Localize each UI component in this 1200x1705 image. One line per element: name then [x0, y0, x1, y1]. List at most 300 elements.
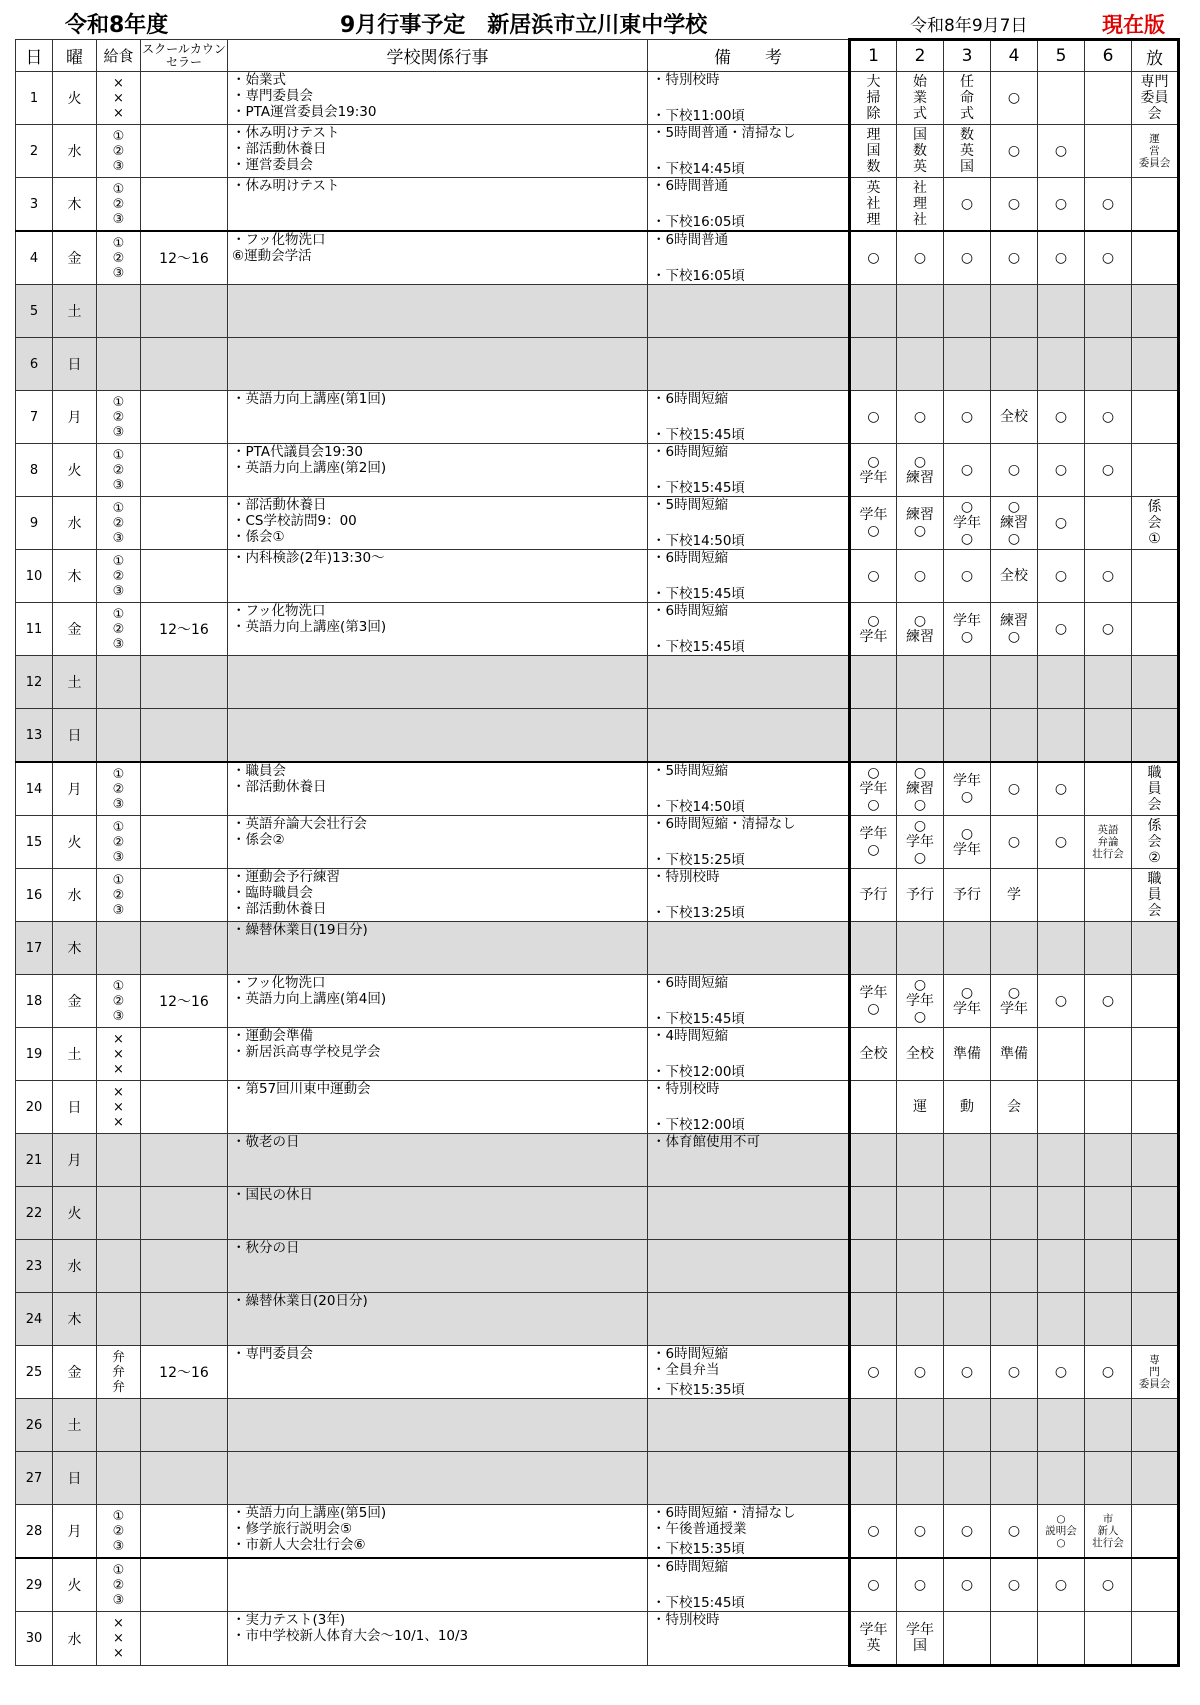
class-6-cell: ○ [1085, 231, 1132, 285]
day-cell: 29 [16, 1558, 53, 1612]
class-3-cell: 任 命 式 [944, 72, 991, 125]
class-6-cell [1085, 1081, 1132, 1134]
table-row [16, 1134, 1179, 1187]
class-2-cell [897, 709, 944, 763]
day-cell: 19 [16, 1028, 53, 1081]
class-5-cell: ○ 説明会 ○ [1038, 1505, 1085, 1559]
after-school-cell [1132, 1612, 1179, 1666]
class-2-cell: 社 理 社 [897, 178, 944, 232]
counselor-cell [141, 762, 228, 816]
lunch-cell: ① ② ③ [97, 975, 141, 1028]
dismissal-time: ・下校15:45頃 [652, 1595, 745, 1611]
class-1-cell [850, 1240, 897, 1293]
class-6-cell: 市 新人 壮行会 [1085, 1505, 1132, 1559]
weekday-cell: 火 [53, 1558, 97, 1612]
events-cell: ・フッ化物洗口 ・英語力向上講座(第4回) [228, 975, 648, 1028]
page-header [30, 8, 1195, 38]
events-cell: ・休み明けテスト ・部活動休養日 ・運営委員会 [228, 125, 648, 178]
class-1-cell: 大 掃 除 [850, 72, 897, 125]
class-3-cell: ○ [944, 231, 991, 285]
class-5-cell: ○ [1038, 975, 1085, 1028]
day-cell: 14 [16, 762, 53, 816]
day-cell: 1 [16, 72, 53, 125]
day-cell: 6 [16, 338, 53, 391]
table-row [16, 1399, 1179, 1452]
notes-cell [648, 1346, 850, 1399]
col-lunch: 給食 [97, 40, 141, 72]
class-1-cell [850, 1134, 897, 1187]
counselor-cell [141, 125, 228, 178]
events-cell [228, 285, 648, 338]
col-day: 日 [16, 40, 53, 72]
class-3-cell [944, 285, 991, 338]
table-row [16, 1240, 1179, 1293]
day-cell: 23 [16, 1240, 53, 1293]
table-row [16, 1612, 1179, 1666]
notes-cell [648, 1134, 850, 1187]
class-4-cell: ○ [991, 72, 1038, 125]
notes-text: ・6時間短縮 [652, 975, 729, 991]
after-school-cell [1132, 1505, 1179, 1559]
day-cell: 26 [16, 1399, 53, 1452]
table-row [16, 816, 1179, 869]
after-school-cell [1132, 922, 1179, 975]
class-1-cell: ○ [850, 231, 897, 285]
after-school-cell [1132, 1187, 1179, 1240]
after-school-cell [1132, 1558, 1179, 1612]
notes-cell [648, 1293, 850, 1346]
table-row [16, 1505, 1179, 1559]
class-4-cell [991, 656, 1038, 709]
notes-text: ・特別校時 [652, 1081, 720, 1097]
events-cell: ・フッ化物洗口 ・英語力向上講座(第3回) [228, 603, 648, 656]
class-2-cell: 練習 ○ [897, 497, 944, 550]
lunch-cell [97, 1134, 141, 1187]
col-weekday: 曜 [53, 40, 97, 72]
class-5-cell [1038, 72, 1085, 125]
table-row [16, 497, 1179, 550]
lunch-cell [97, 922, 141, 975]
class-1-cell: 学年 ○ [850, 497, 897, 550]
counselor-cell [141, 1558, 228, 1612]
weekday-cell: 日 [53, 1452, 97, 1505]
class-3-cell: 学年 ○ [944, 603, 991, 656]
class-4-cell: 全校 [991, 391, 1038, 444]
class-6-cell [1085, 869, 1132, 922]
class-4-cell: 全校 [991, 550, 1038, 603]
dismissal-time: ・下校13:25頃 [652, 905, 745, 921]
counselor-cell [141, 1081, 228, 1134]
class-5-cell: ○ [1038, 603, 1085, 656]
day-cell: 20 [16, 1081, 53, 1134]
lunch-cell: × × × [97, 1028, 141, 1081]
class-3-cell: ○ [944, 1346, 991, 1399]
counselor-cell [141, 497, 228, 550]
class-4-cell: ○ 学年 [991, 975, 1038, 1028]
weekday-cell: 金 [53, 603, 97, 656]
class-3-cell [944, 1293, 991, 1346]
dismissal-time: ・下校15:35頃 [652, 1382, 745, 1398]
class-2-cell: ○ 学年 ○ [897, 975, 944, 1028]
class-2-cell: 国 数 英 [897, 125, 944, 178]
class-4-cell: ○ 練習 ○ [991, 497, 1038, 550]
day-cell: 21 [16, 1134, 53, 1187]
col-class-6: 6 [1085, 40, 1132, 72]
day-cell: 13 [16, 709, 53, 763]
weekday-cell: 木 [53, 922, 97, 975]
dismissal-time: ・下校15:35頃 [652, 1541, 745, 1557]
class-2-cell: ○ [897, 1558, 944, 1612]
lunch-cell [97, 338, 141, 391]
revision-date: 令和8年9月7日 [910, 16, 1028, 36]
table-row [16, 338, 1179, 391]
notes-cell [648, 72, 850, 125]
dismissal-time: ・下校16:05頃 [652, 214, 745, 230]
notes-text: ・6時間普通 [652, 232, 729, 248]
events-cell [228, 656, 648, 709]
notes-cell [648, 1028, 850, 1081]
after-school-cell [1132, 975, 1179, 1028]
class-6-cell [1085, 497, 1132, 550]
class-1-cell: ○ [850, 550, 897, 603]
notes-cell [648, 550, 850, 603]
weekday-cell: 土 [53, 656, 97, 709]
class-5-cell: ○ [1038, 550, 1085, 603]
notes-text: ・5時間短縮 [652, 763, 729, 779]
col-notes: 備 考 [648, 40, 850, 72]
day-cell: 25 [16, 1346, 53, 1399]
class-1-cell: ○ [850, 1346, 897, 1399]
lunch-cell: ① ② ③ [97, 550, 141, 603]
class-6-cell [1085, 338, 1132, 391]
counselor-cell [141, 922, 228, 975]
notes-text: ・6時間普通 [652, 178, 729, 194]
class-5-cell [1038, 1081, 1085, 1134]
class-2-cell: ○ 練習 ○ [897, 762, 944, 816]
counselor-cell [141, 444, 228, 497]
class-5-cell [1038, 1399, 1085, 1452]
table-row [16, 1081, 1179, 1134]
class-5-cell [1038, 1187, 1085, 1240]
class-5-cell [1038, 285, 1085, 338]
class-1-cell: ○ [850, 1558, 897, 1612]
class-3-cell [944, 338, 991, 391]
class-4-cell [991, 1187, 1038, 1240]
after-school-cell [1132, 603, 1179, 656]
class-6-cell [1085, 709, 1132, 763]
notes-text: ・6時間短縮・清掃なし [652, 816, 796, 832]
events-cell: ・休み明けテスト [228, 178, 648, 232]
notes-text: ・6時間短縮 ・全員弁当 [652, 1346, 729, 1378]
class-5-cell [1038, 922, 1085, 975]
class-1-cell [850, 656, 897, 709]
after-school-cell [1132, 285, 1179, 338]
dismissal-time: ・下校12:00頃 [652, 1117, 745, 1133]
class-5-cell [1038, 709, 1085, 763]
dismissal-time: ・下校11:00頃 [652, 108, 745, 124]
class-5-cell: ○ [1038, 762, 1085, 816]
class-4-cell: 準備 [991, 1028, 1038, 1081]
schedule-table [15, 38, 1180, 1667]
lunch-cell [97, 709, 141, 763]
notes-text: ・6時間短縮 [652, 391, 729, 407]
header-row [16, 40, 1179, 72]
weekday-cell: 火 [53, 816, 97, 869]
events-cell: ・敬老の日 [228, 1134, 648, 1187]
class-4-cell [991, 709, 1038, 763]
class-5-cell: ○ [1038, 1558, 1085, 1612]
col-after-school: 放 [1132, 40, 1179, 72]
after-school-cell: 運 営 委員会 [1132, 125, 1179, 178]
notes-cell [648, 869, 850, 922]
counselor-cell [141, 72, 228, 125]
table-row [16, 231, 1179, 285]
events-cell: ・専門委員会 [228, 1346, 648, 1399]
weekday-cell: 木 [53, 550, 97, 603]
class-2-cell: 運 [897, 1081, 944, 1134]
class-3-cell: 予行 [944, 869, 991, 922]
col-events: 学校関係行事 [228, 40, 648, 72]
class-2-cell [897, 1452, 944, 1505]
counselor-cell [141, 656, 228, 709]
events-cell [228, 1452, 648, 1505]
weekday-cell: 木 [53, 1293, 97, 1346]
class-4-cell [991, 338, 1038, 391]
class-2-cell: ○ [897, 550, 944, 603]
day-cell: 3 [16, 178, 53, 232]
lunch-cell: × × × [97, 1081, 141, 1134]
weekday-cell: 火 [53, 1187, 97, 1240]
events-cell: ・英語力向上講座(第5回) ・修学旅行説明会⑤ ・市新人大会壮行会⑥ [228, 1505, 648, 1559]
events-cell: ・実力テスト(3年) ・市中学校新人体育大会～10/1、10/3 [228, 1612, 648, 1666]
class-5-cell: ○ [1038, 125, 1085, 178]
class-4-cell: ○ [991, 178, 1038, 232]
weekday-cell: 水 [53, 125, 97, 178]
class-3-cell: ○ [944, 444, 991, 497]
day-cell: 2 [16, 125, 53, 178]
notes-cell [648, 338, 850, 391]
class-1-cell: ○ 学年 [850, 603, 897, 656]
after-school-cell [1132, 338, 1179, 391]
dismissal-time: ・下校16:05頃 [652, 268, 745, 284]
class-5-cell: ○ [1038, 444, 1085, 497]
lunch-cell: ① ② ③ [97, 497, 141, 550]
counselor-cell [141, 1134, 228, 1187]
class-5-cell [1038, 1452, 1085, 1505]
lunch-cell: ① ② ③ [97, 869, 141, 922]
class-1-cell: 英 社 理 [850, 178, 897, 232]
after-school-cell [1132, 1293, 1179, 1346]
weekday-cell: 金 [53, 1346, 97, 1399]
class-2-cell: ○ [897, 1346, 944, 1399]
notes-text: ・4時間短縮 [652, 1028, 729, 1044]
events-cell: ・運動会準備 ・新居浜高専学校見学会 [228, 1028, 648, 1081]
lunch-cell: ① ② ③ [97, 1505, 141, 1559]
lunch-cell [97, 1187, 141, 1240]
table-row [16, 656, 1179, 709]
day-cell: 12 [16, 656, 53, 709]
class-6-cell: ○ [1085, 178, 1132, 232]
class-6-cell: ○ [1085, 603, 1132, 656]
class-1-cell [850, 1452, 897, 1505]
class-5-cell [1038, 1134, 1085, 1187]
class-3-cell: ○ [944, 391, 991, 444]
dismissal-time: ・下校15:45頃 [652, 427, 745, 443]
notes-cell [648, 656, 850, 709]
table-row [16, 869, 1179, 922]
class-1-cell [850, 1081, 897, 1134]
class-1-cell: 学年 英 [850, 1612, 897, 1666]
class-3-cell: ○ 学年 [944, 816, 991, 869]
weekday-cell: 水 [53, 497, 97, 550]
notes-cell [648, 709, 850, 763]
class-5-cell: ○ [1038, 178, 1085, 232]
table-row [16, 1293, 1179, 1346]
col-class-1: 1 [850, 40, 897, 72]
notes-text: ・6時間短縮 [652, 603, 729, 619]
class-4-cell: ○ [991, 125, 1038, 178]
col-class-5: 5 [1038, 40, 1085, 72]
counselor-cell: 12～16 [141, 603, 228, 656]
dismissal-time: ・下校15:45頃 [652, 639, 745, 655]
class-6-cell [1085, 762, 1132, 816]
class-6-cell: ○ [1085, 1346, 1132, 1399]
class-2-cell: ○ 練習 [897, 444, 944, 497]
version-label: 現在版 [1102, 13, 1165, 37]
after-school-cell: 専 門 委員会 [1132, 1346, 1179, 1399]
weekday-cell: 火 [53, 72, 97, 125]
class-3-cell [944, 1187, 991, 1240]
notes-cell [648, 178, 850, 232]
counselor-cell: 12～16 [141, 231, 228, 285]
class-4-cell: ○ [991, 1505, 1038, 1559]
events-cell: ・職員会 ・部活動休養日 [228, 762, 648, 816]
class-2-cell [897, 285, 944, 338]
class-2-cell: ○ [897, 391, 944, 444]
class-2-cell [897, 1293, 944, 1346]
class-6-cell: 英語 弁論 壮行会 [1085, 816, 1132, 869]
table-row [16, 603, 1179, 656]
table-row [16, 1452, 1179, 1505]
day-cell: 11 [16, 603, 53, 656]
events-cell [228, 1399, 648, 1452]
after-school-cell [1132, 231, 1179, 285]
class-2-cell [897, 338, 944, 391]
class-6-cell: ○ [1085, 975, 1132, 1028]
class-3-cell: ○ [944, 1505, 991, 1559]
day-cell: 16 [16, 869, 53, 922]
lunch-cell: × × × [97, 72, 141, 125]
weekday-cell: 月 [53, 391, 97, 444]
lunch-cell: × × × [97, 1612, 141, 1666]
events-cell: ・英語力向上講座(第1回) [228, 391, 648, 444]
after-school-cell: 職 員 会 [1132, 762, 1179, 816]
notes-text: ・6時間短縮 [652, 444, 729, 460]
after-school-cell [1132, 1240, 1179, 1293]
class-2-cell [897, 922, 944, 975]
class-1-cell: 予行 [850, 869, 897, 922]
counselor-cell [141, 178, 228, 232]
day-cell: 9 [16, 497, 53, 550]
dismissal-time: ・下校15:45頃 [652, 480, 745, 496]
day-cell: 7 [16, 391, 53, 444]
page-title: 9月行事予定 新居浜市立川東中学校 [340, 13, 708, 38]
lunch-cell: ① ② ③ [97, 231, 141, 285]
lunch-cell: ① ② ③ [97, 762, 141, 816]
class-1-cell [850, 1399, 897, 1452]
class-3-cell [944, 709, 991, 763]
counselor-cell [141, 391, 228, 444]
counselor-cell [141, 1187, 228, 1240]
weekday-cell: 水 [53, 869, 97, 922]
class-1-cell [850, 1293, 897, 1346]
after-school-cell [1132, 178, 1179, 232]
events-cell: ・始業式 ・専門委員会 ・PTA運営委員会19:30 [228, 72, 648, 125]
counselor-cell [141, 1293, 228, 1346]
events-cell: ・繰替休業日(20日分) [228, 1293, 648, 1346]
class-4-cell: ○ [991, 816, 1038, 869]
class-4-cell: 会 [991, 1081, 1038, 1134]
class-4-cell: 練習 ○ [991, 603, 1038, 656]
class-6-cell [1085, 1240, 1132, 1293]
class-5-cell [1038, 1612, 1085, 1666]
class-1-cell: 理 国 数 [850, 125, 897, 178]
events-cell [228, 338, 648, 391]
counselor-cell [141, 869, 228, 922]
notes-cell [648, 285, 850, 338]
counselor-cell [141, 1505, 228, 1559]
after-school-cell [1132, 550, 1179, 603]
class-3-cell: ○ [944, 1558, 991, 1612]
class-3-cell: ○ [944, 178, 991, 232]
table-row [16, 285, 1179, 338]
after-school-cell [1132, 1399, 1179, 1452]
class-2-cell: ○ 練習 [897, 603, 944, 656]
after-school-cell [1132, 1028, 1179, 1081]
notes-cell [648, 1399, 850, 1452]
lunch-cell: ① ② ③ [97, 603, 141, 656]
events-cell: ・部活動休養日 ・CS学校訪問9：00 ・係会① [228, 497, 648, 550]
lunch-cell: ① ② ③ [97, 125, 141, 178]
class-3-cell [944, 656, 991, 709]
after-school-cell: 係 会 ② [1132, 816, 1179, 869]
events-cell: ・内科検診(2年)13:30～ [228, 550, 648, 603]
class-4-cell: ○ [991, 762, 1038, 816]
notes-cell [648, 1240, 850, 1293]
class-5-cell [1038, 1240, 1085, 1293]
lunch-cell: ① ② ③ [97, 1558, 141, 1612]
notes-cell [648, 1558, 850, 1612]
class-1-cell: ○ [850, 1505, 897, 1559]
class-6-cell [1085, 72, 1132, 125]
counselor-cell [141, 1612, 228, 1666]
table-row [16, 444, 1179, 497]
class-3-cell: ○ [944, 550, 991, 603]
class-3-cell: 学年 ○ [944, 762, 991, 816]
class-5-cell: ○ [1038, 816, 1085, 869]
class-5-cell: ○ [1038, 1346, 1085, 1399]
events-cell [228, 709, 648, 763]
notes-text: ・5時間短縮 [652, 497, 729, 513]
lunch-cell [97, 1399, 141, 1452]
notes-cell [648, 1081, 850, 1134]
events-cell: ・フッ化物洗口 ⑥運動会学活 [228, 231, 648, 285]
weekday-cell: 金 [53, 231, 97, 285]
class-4-cell [991, 1452, 1038, 1505]
schedule-body [16, 72, 1179, 1666]
after-school-cell: 係 会 ① [1132, 497, 1179, 550]
class-5-cell: ○ [1038, 497, 1085, 550]
